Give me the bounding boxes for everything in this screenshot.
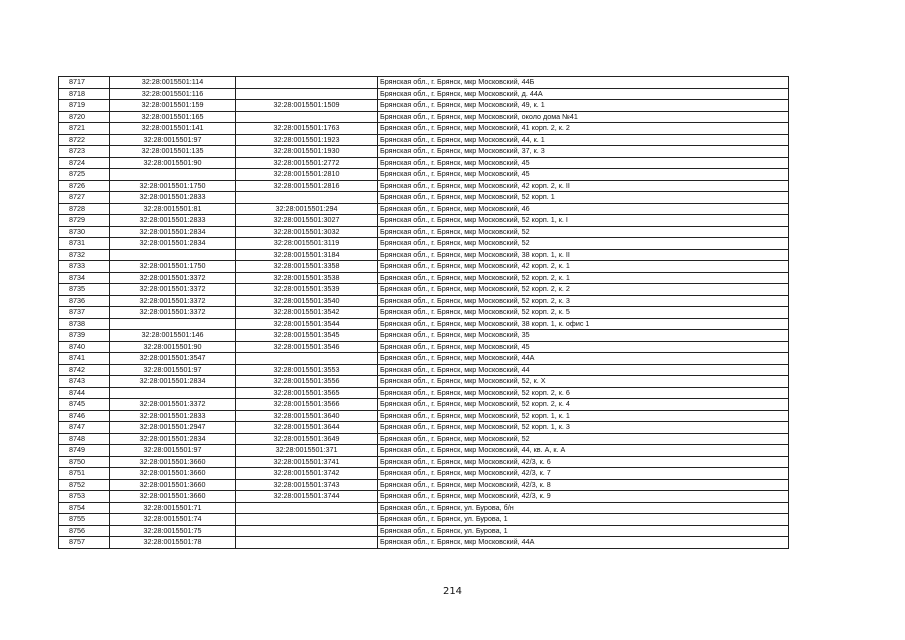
table-row	[59, 100, 789, 112]
row-number-cell: 8746	[59, 410, 110, 422]
table-row	[59, 307, 789, 319]
table-row	[59, 215, 789, 227]
address-cell: Брянская обл., г. Брянск, мкр Московский, 37, к. 3	[378, 146, 789, 158]
building-cadastral-cell: 32:28:0015501:3540	[236, 295, 378, 307]
building-cadastral-cell: 32:28:0015501:1930	[236, 146, 378, 158]
table-row	[59, 238, 789, 250]
table-row	[59, 146, 789, 158]
address-cell: Брянская обл., г. Брянск, мкр Московский, 42/3, к. 6	[378, 456, 789, 468]
building-cadastral-cell: 32:28:0015501:1923	[236, 134, 378, 146]
table-row	[59, 88, 789, 100]
building-cadastral-cell: 32:28:0015501:3184	[236, 249, 378, 261]
address-cell: Брянская обл., г. Брянск, мкр Московский, 52 корп. 1, к. 1	[378, 410, 789, 422]
row-number-cell: 8718	[59, 88, 110, 100]
land-cadastral-cell: 32:28:0015501:97	[110, 134, 236, 146]
address-cell: Брянская обл., г. Брянск, мкр Московский, 44, кв. А, к. А	[378, 445, 789, 457]
building-cadastral-cell: 32:28:0015501:1509	[236, 100, 378, 112]
table-row	[59, 479, 789, 491]
building-cadastral-cell: 32:28:0015501:3649	[236, 433, 378, 445]
row-number-cell: 8745	[59, 399, 110, 411]
row-number-cell: 8719	[59, 100, 110, 112]
building-cadastral-cell	[236, 525, 378, 537]
table-row	[59, 249, 789, 261]
address-cell: Брянская обл., г. Брянск, мкр Московский, около дома №41	[378, 111, 789, 123]
address-cell: Брянская обл., г. Брянск, мкр Московский, 52, к. X	[378, 376, 789, 388]
address-cell: Брянская обл., г. Брянск, мкр Московский, 45	[378, 341, 789, 353]
table-row	[59, 111, 789, 123]
building-cadastral-cell: 32:28:0015501:3545	[236, 330, 378, 342]
address-cell: Брянская обл., г. Брянск, мкр Московский, 42 корп. 2, к. 1	[378, 261, 789, 273]
row-number-cell: 8748	[59, 433, 110, 445]
address-cell: Брянская обл., г. Брянск, мкр Московский, 44Б	[378, 77, 789, 89]
table-row	[59, 318, 789, 330]
address-cell: Брянская обл., г. Брянск, мкр Московский, 52 корп. 2, к. 4	[378, 399, 789, 411]
table-row	[59, 364, 789, 376]
row-number-cell: 8737	[59, 307, 110, 319]
table-row	[59, 399, 789, 411]
building-cadastral-cell	[236, 353, 378, 365]
building-cadastral-cell: 32:28:0015501:2816	[236, 180, 378, 192]
address-cell: Брянская обл., г. Брянск, мкр Московский, 35	[378, 330, 789, 342]
land-cadastral-cell: 32:28:0015501:3660	[110, 456, 236, 468]
building-cadastral-cell: 32:28:0015501:2810	[236, 169, 378, 181]
row-number-cell: 8750	[59, 456, 110, 468]
land-cadastral-cell: 32:28:0015501:3372	[110, 307, 236, 319]
land-cadastral-cell: 32:28:0015501:3547	[110, 353, 236, 365]
address-cell: Брянская обл., г. Брянск, мкр Московский, 44, к. 1	[378, 134, 789, 146]
land-cadastral-cell: 32:28:0015501:74	[110, 514, 236, 526]
table-row	[59, 537, 789, 549]
land-cadastral-cell: 32:28:0015501:159	[110, 100, 236, 112]
row-number-cell: 8755	[59, 514, 110, 526]
row-number-cell: 8720	[59, 111, 110, 123]
page-number: 214	[442, 586, 463, 597]
address-cell: Брянская обл., г. Брянск, мкр Московский, 52	[378, 238, 789, 250]
land-cadastral-cell: 32:28:0015501:3372	[110, 295, 236, 307]
table-row	[59, 261, 789, 273]
address-cell: Брянская обл., г. Брянск, мкр Московский, 52	[378, 433, 789, 445]
row-number-cell: 8726	[59, 180, 110, 192]
building-cadastral-cell: 32:28:0015501:3565	[236, 387, 378, 399]
row-number-cell: 8739	[59, 330, 110, 342]
table-row	[59, 445, 789, 457]
row-number-cell: 8731	[59, 238, 110, 250]
row-number-cell: 8733	[59, 261, 110, 273]
table-row	[59, 433, 789, 445]
row-number-cell: 8751	[59, 468, 110, 480]
building-cadastral-cell: 32:28:0015501:3542	[236, 307, 378, 319]
land-cadastral-cell: 32:28:0015501:2834	[110, 226, 236, 238]
row-number-cell: 8757	[59, 537, 110, 549]
building-cadastral-cell	[236, 514, 378, 526]
land-cadastral-cell: 32:28:0015501:2833	[110, 215, 236, 227]
address-cell: Брянская обл., г. Брянск, мкр Московский, 52 корп. 2, к. 3	[378, 295, 789, 307]
land-cadastral-cell: 32:28:0015501:146	[110, 330, 236, 342]
table-row	[59, 468, 789, 480]
building-cadastral-cell: 32:28:0015501:1763	[236, 123, 378, 135]
address-cell: Брянская обл., г. Брянск, мкр Московский, 42 корп. 2, к. II	[378, 180, 789, 192]
address-cell: Брянская обл., г. Брянск, мкр Московский, 52 корп. 1	[378, 192, 789, 204]
address-cell: Брянская обл., г. Брянск, мкр Московский, 45	[378, 169, 789, 181]
row-number-cell: 8738	[59, 318, 110, 330]
row-number-cell: 8747	[59, 422, 110, 434]
row-number-cell: 8744	[59, 387, 110, 399]
address-cell: Брянская обл., г. Брянск, мкр Московский, 38 корп. 1, к. II	[378, 249, 789, 261]
table-row	[59, 272, 789, 284]
address-cell: Брянская обл., г. Брянск, мкр Московский, 46	[378, 203, 789, 215]
row-number-cell: 8749	[59, 445, 110, 457]
building-cadastral-cell: 32:28:0015501:3644	[236, 422, 378, 434]
land-cadastral-cell: 32:28:0015501:1750	[110, 261, 236, 273]
table-row	[59, 376, 789, 388]
land-cadastral-cell: 32:28:0015501:97	[110, 445, 236, 457]
building-cadastral-cell: 32:28:0015501:3566	[236, 399, 378, 411]
row-number-cell: 8730	[59, 226, 110, 238]
address-cell: Брянская обл., г. Брянск, мкр Московский, 44А	[378, 537, 789, 549]
table-row	[59, 387, 789, 399]
row-number-cell: 8717	[59, 77, 110, 89]
building-cadastral-cell: 32:28:0015501:3743	[236, 479, 378, 491]
land-cadastral-cell: 32:28:0015501:3372	[110, 272, 236, 284]
address-cell: Брянская обл., г. Брянск, ул. Бурова, 1	[378, 525, 789, 537]
land-cadastral-cell: 32:28:0015501:75	[110, 525, 236, 537]
building-cadastral-cell	[236, 88, 378, 100]
table-row	[59, 456, 789, 468]
building-cadastral-cell: 32:28:0015501:3538	[236, 272, 378, 284]
address-cell: Брянская обл., г. Брянск, мкр Московский, 42/3, к. 7	[378, 468, 789, 480]
land-cadastral-cell: 32:28:0015501:2833	[110, 192, 236, 204]
row-number-cell: 8722	[59, 134, 110, 146]
land-cadastral-cell: 32:28:0015501:116	[110, 88, 236, 100]
row-number-cell: 8752	[59, 479, 110, 491]
row-number-cell: 8740	[59, 341, 110, 353]
building-cadastral-cell: 32:28:0015501:3032	[236, 226, 378, 238]
table-body	[59, 77, 789, 549]
table-row	[59, 77, 789, 89]
land-cadastral-cell	[110, 169, 236, 181]
land-cadastral-cell: 32:28:0015501:2833	[110, 410, 236, 422]
land-cadastral-cell	[110, 387, 236, 399]
row-number-cell: 8734	[59, 272, 110, 284]
building-cadastral-cell: 32:28:0015501:3544	[236, 318, 378, 330]
row-number-cell: 8742	[59, 364, 110, 376]
table-row	[59, 341, 789, 353]
land-cadastral-cell: 32:28:0015501:90	[110, 157, 236, 169]
address-cell: Брянская обл., г. Брянск, мкр Московский, 49, к. 1	[378, 100, 789, 112]
address-cell: Брянская обл., г. Брянск, мкр Московский, д. 44А	[378, 88, 789, 100]
building-cadastral-cell	[236, 502, 378, 514]
land-cadastral-cell: 32:28:0015501:141	[110, 123, 236, 135]
building-cadastral-cell: 32:28:0015501:3027	[236, 215, 378, 227]
table-row	[59, 169, 789, 181]
address-cell: Брянская обл., г. Брянск, мкр Московский, 52 корп. 2, к. 5	[378, 307, 789, 319]
table-row	[59, 180, 789, 192]
row-number-cell: 8735	[59, 284, 110, 296]
building-cadastral-cell	[236, 111, 378, 123]
table-row	[59, 502, 789, 514]
table-row	[59, 410, 789, 422]
building-cadastral-cell	[236, 537, 378, 549]
land-cadastral-cell	[110, 318, 236, 330]
address-cell: Брянская обл., г. Брянск, мкр Московский, 42/3, к. 8	[378, 479, 789, 491]
table-row	[59, 422, 789, 434]
table-row	[59, 134, 789, 146]
address-cell: Брянская обл., г. Брянск, ул. Бурова, 1	[378, 514, 789, 526]
building-cadastral-cell: 32:28:0015501:3556	[236, 376, 378, 388]
address-cell: Брянская обл., г. Брянск, мкр Московский, 38 корп. 1, к. офис 1	[378, 318, 789, 330]
land-cadastral-cell: 32:28:0015501:2834	[110, 376, 236, 388]
land-cadastral-cell: 32:28:0015501:3660	[110, 468, 236, 480]
land-cadastral-cell: 32:28:0015501:1750	[110, 180, 236, 192]
table-row	[59, 157, 789, 169]
land-cadastral-cell: 32:28:0015501:97	[110, 364, 236, 376]
land-cadastral-cell: 32:28:0015501:2947	[110, 422, 236, 434]
row-number-cell: 8727	[59, 192, 110, 204]
table-row	[59, 491, 789, 503]
row-number-cell: 8736	[59, 295, 110, 307]
building-cadastral-cell: 32:28:0015501:3539	[236, 284, 378, 296]
land-cadastral-cell: 32:28:0015501:165	[110, 111, 236, 123]
land-cadastral-cell: 32:28:0015501:78	[110, 537, 236, 549]
land-cadastral-cell: 32:28:0015501:90	[110, 341, 236, 353]
land-cadastral-cell: 32:28:0015501:3660	[110, 491, 236, 503]
address-cell: Брянская обл., г. Брянск, мкр Московский, 52 корп. 2, к. 1	[378, 272, 789, 284]
row-number-cell: 8724	[59, 157, 110, 169]
land-cadastral-cell: 32:28:0015501:3660	[110, 479, 236, 491]
land-cadastral-cell	[110, 249, 236, 261]
building-cadastral-cell: 32:28:0015501:3358	[236, 261, 378, 273]
row-number-cell: 8753	[59, 491, 110, 503]
table-row	[59, 353, 789, 365]
address-cell: Брянская обл., г. Брянск, мкр Московский, 52 корп. 2, к. 2	[378, 284, 789, 296]
row-number-cell: 8754	[59, 502, 110, 514]
row-number-cell: 8725	[59, 169, 110, 181]
building-cadastral-cell: 32:28:0015501:3119	[236, 238, 378, 250]
registry-table-container	[58, 76, 789, 549]
table-row	[59, 525, 789, 537]
row-number-cell: 8743	[59, 376, 110, 388]
table-row	[59, 514, 789, 526]
address-cell: Брянская обл., г. Брянск, мкр Московский, 44	[378, 364, 789, 376]
building-cadastral-cell: 32:28:0015501:2772	[236, 157, 378, 169]
building-cadastral-cell	[236, 192, 378, 204]
table-row	[59, 192, 789, 204]
address-cell: Брянская обл., г. Брянск, мкр Московский, 52 корп. 1, к. I	[378, 215, 789, 227]
building-cadastral-cell: 32:28:0015501:3546	[236, 341, 378, 353]
address-cell: Брянская обл., г. Брянск, мкр Московский, 42/3, к. 9	[378, 491, 789, 503]
building-cadastral-cell: 32:28:0015501:294	[236, 203, 378, 215]
building-cadastral-cell: 32:28:0015501:3744	[236, 491, 378, 503]
land-cadastral-cell: 32:28:0015501:114	[110, 77, 236, 89]
row-number-cell: 8721	[59, 123, 110, 135]
building-cadastral-cell: 32:28:0015501:3742	[236, 468, 378, 480]
land-cadastral-cell: 32:28:0015501:81	[110, 203, 236, 215]
address-cell: Брянская обл., г. Брянск, ул. Бурова, б/н	[378, 502, 789, 514]
address-cell: Брянская обл., г. Брянск, мкр Московский, 44А	[378, 353, 789, 365]
address-cell: Брянская обл., г. Брянск, мкр Московский, 41 корп. 2, к. 2	[378, 123, 789, 135]
table-row	[59, 284, 789, 296]
address-cell: Брянская обл., г. Брянск, мкр Московский, 52 корп. 2, к. 6	[378, 387, 789, 399]
row-number-cell: 8756	[59, 525, 110, 537]
land-cadastral-cell: 32:28:0015501:3372	[110, 284, 236, 296]
row-number-cell: 8723	[59, 146, 110, 158]
land-cadastral-cell: 32:28:0015501:3372	[110, 399, 236, 411]
building-cadastral-cell: 32:28:0015501:3741	[236, 456, 378, 468]
building-cadastral-cell: 32:28:0015501:3640	[236, 410, 378, 422]
address-cell: Брянская обл., г. Брянск, мкр Московский, 45	[378, 157, 789, 169]
row-number-cell: 8741	[59, 353, 110, 365]
building-cadastral-cell: 32:28:0015501:3553	[236, 364, 378, 376]
building-cadastral-cell	[236, 77, 378, 89]
row-number-cell: 8732	[59, 249, 110, 261]
table-row	[59, 330, 789, 342]
row-number-cell: 8729	[59, 215, 110, 227]
table-row	[59, 203, 789, 215]
building-cadastral-cell: 32:28:0015501:371	[236, 445, 378, 457]
land-cadastral-cell: 32:28:0015501:2834	[110, 433, 236, 445]
address-cell: Брянская обл., г. Брянск, мкр Московский, 52 корп. 1, к. 3	[378, 422, 789, 434]
table-row	[59, 295, 789, 307]
registry-table	[58, 76, 789, 549]
land-cadastral-cell: 32:28:0015501:2834	[110, 238, 236, 250]
address-cell: Брянская обл., г. Брянск, мкр Московский, 52	[378, 226, 789, 238]
table-row	[59, 226, 789, 238]
land-cadastral-cell: 32:28:0015501:71	[110, 502, 236, 514]
land-cadastral-cell: 32:28:0015501:135	[110, 146, 236, 158]
table-row	[59, 123, 789, 135]
row-number-cell: 8728	[59, 203, 110, 215]
